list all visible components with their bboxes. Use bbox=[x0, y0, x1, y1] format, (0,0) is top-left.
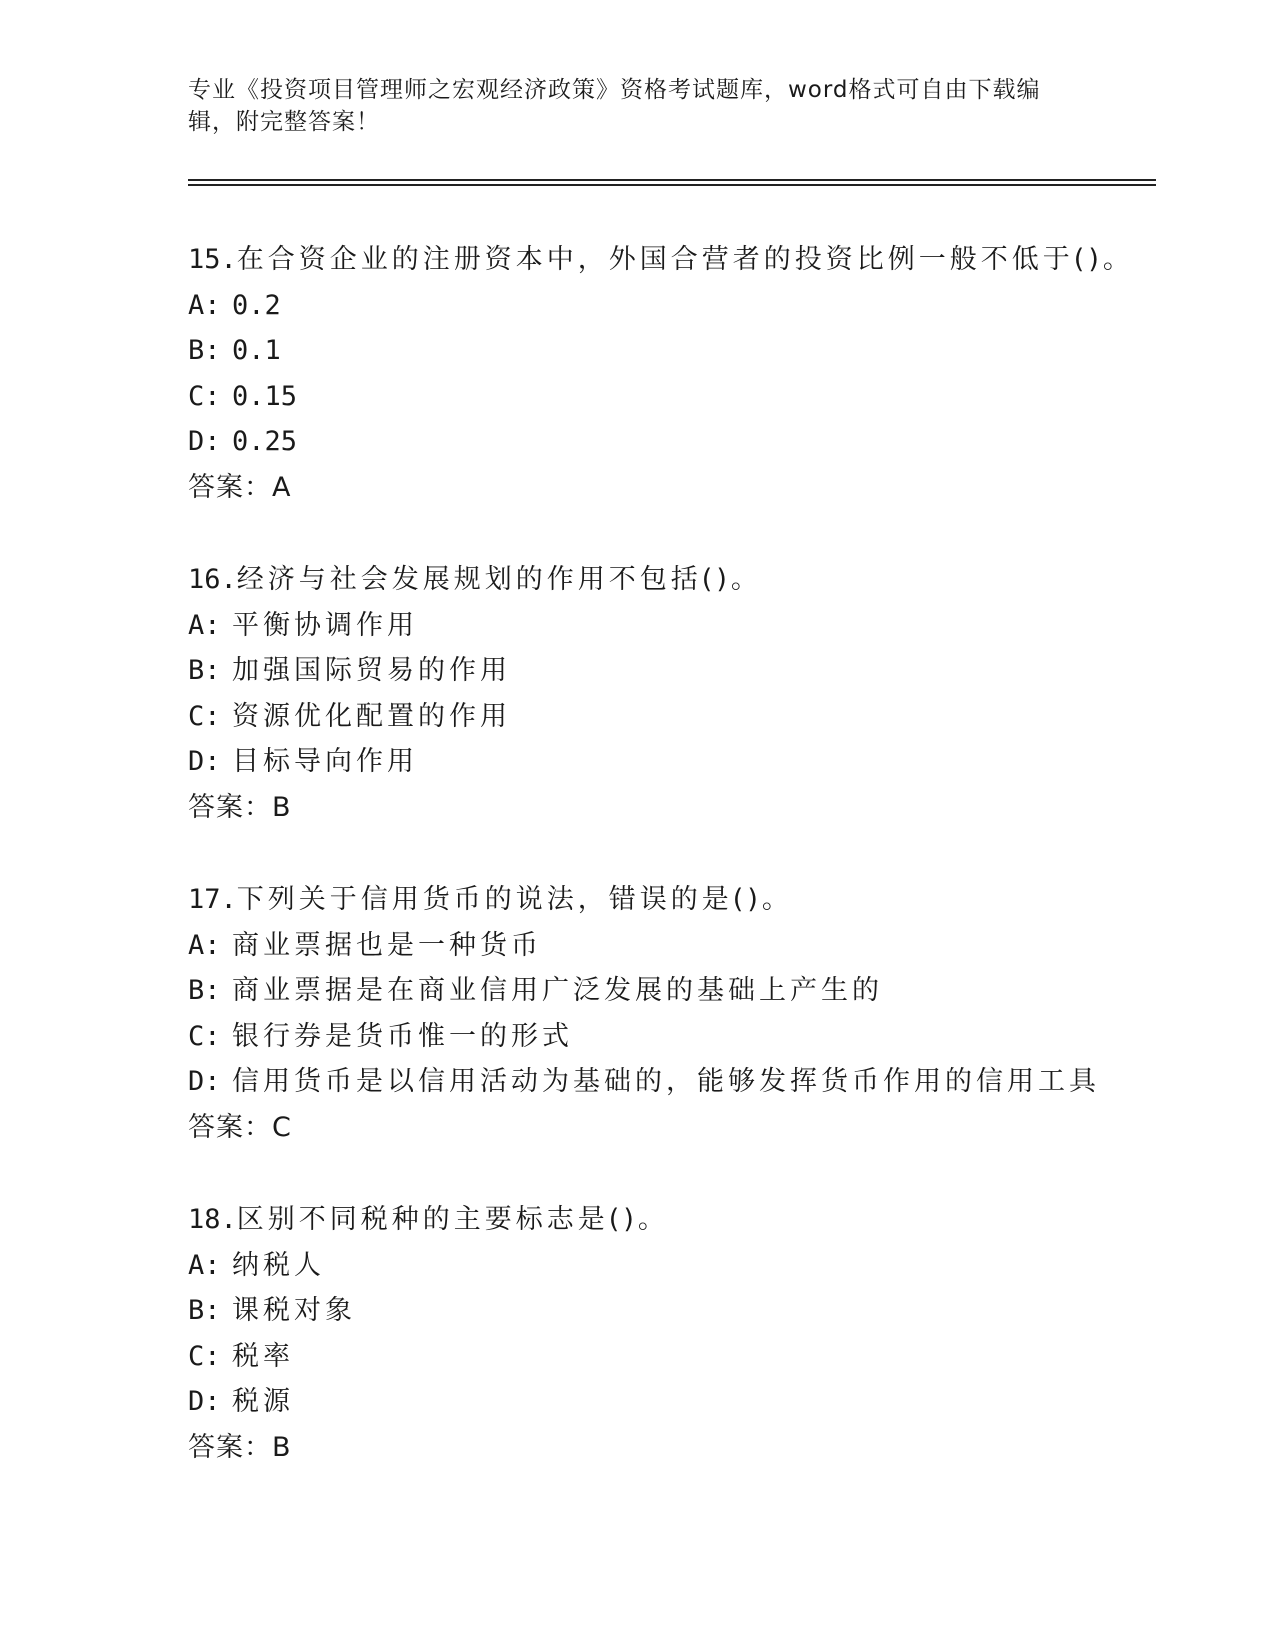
option-text: 商业票据是在商业信用广泛发展的基础上产生的 bbox=[232, 975, 883, 1006]
question-text: 在合资企业的注册资本中，外国合营者的投资比例一般不低于()。 bbox=[236, 244, 1134, 275]
option-text: 银行券是货币惟一的形式 bbox=[232, 1020, 573, 1052]
option-label: B: bbox=[188, 335, 221, 366]
question-16 bbox=[188, 557, 1188, 877]
option-label: C: bbox=[188, 380, 221, 412]
option-c bbox=[188, 694, 1188, 740]
option-c bbox=[188, 1014, 1188, 1060]
option-text: 商业票据也是一种货币 bbox=[232, 929, 542, 961]
option-label: A: bbox=[188, 929, 221, 961]
option-b bbox=[188, 328, 1188, 374]
option-b bbox=[188, 1288, 1188, 1334]
option-label: D: bbox=[188, 746, 221, 777]
answer: 答案：B bbox=[188, 791, 292, 823]
answer: 答案：B bbox=[188, 1431, 292, 1463]
question-text: 区别不同税种的主要标志是()。 bbox=[236, 1204, 669, 1235]
question-number: 15. bbox=[188, 244, 237, 275]
option-label: A: bbox=[188, 1249, 221, 1281]
option-b bbox=[188, 968, 1188, 1014]
option-label: B: bbox=[188, 975, 221, 1006]
question-number: 16. bbox=[188, 564, 237, 595]
option-a bbox=[188, 283, 1188, 329]
question-15 bbox=[188, 237, 1188, 557]
option-text: 0.1 bbox=[232, 335, 281, 366]
question-text: 下列关于信用货币的说法，错误的是()。 bbox=[236, 884, 793, 915]
option-label: A: bbox=[188, 609, 221, 641]
question-stem bbox=[188, 877, 1188, 923]
option-d bbox=[188, 739, 1188, 785]
option-text: 信用货币是以信用活动为基础的，能够发挥货币作用的信用工具 bbox=[232, 1066, 1100, 1097]
option-label: B: bbox=[188, 655, 221, 686]
question-number: 18. bbox=[188, 1204, 237, 1235]
option-d bbox=[188, 1059, 1188, 1105]
question-stem bbox=[188, 237, 1188, 283]
option-a bbox=[188, 1243, 1188, 1289]
header-divider-top bbox=[188, 179, 1156, 181]
answer: 答案：C bbox=[188, 1111, 292, 1143]
answer: 答案：A bbox=[188, 471, 292, 503]
option-text: 税率 bbox=[232, 1340, 294, 1372]
question-18 bbox=[188, 1197, 1188, 1517]
option-c bbox=[188, 374, 1188, 420]
option-text: 0.2 bbox=[232, 289, 281, 321]
option-text: 资源优化配置的作用 bbox=[232, 700, 511, 732]
header-divider-bottom bbox=[188, 184, 1156, 186]
option-text: 课税对象 bbox=[232, 1295, 356, 1326]
question-list bbox=[188, 237, 1188, 1517]
option-text: 目标导向作用 bbox=[232, 746, 418, 777]
question-stem bbox=[188, 1197, 1188, 1243]
option-b bbox=[188, 648, 1188, 694]
option-text: 加强国际贸易的作用 bbox=[232, 655, 511, 686]
question-text: 经济与社会发展规划的作用不包括()。 bbox=[236, 564, 762, 595]
option-label: C: bbox=[188, 700, 221, 732]
option-label: A: bbox=[188, 289, 221, 321]
option-text: 0.25 bbox=[232, 426, 298, 457]
option-label: D: bbox=[188, 1386, 221, 1417]
option-d bbox=[188, 419, 1188, 465]
option-text: 0.15 bbox=[232, 380, 298, 412]
option-text: 税源 bbox=[232, 1386, 294, 1417]
option-text: 平衡协调作用 bbox=[232, 609, 418, 641]
option-label: D: bbox=[188, 426, 221, 457]
option-label: C: bbox=[188, 1340, 221, 1372]
option-label: B: bbox=[188, 1295, 221, 1326]
question-stem bbox=[188, 557, 1188, 603]
option-c bbox=[188, 1334, 1188, 1380]
option-text: 纳税人 bbox=[232, 1249, 325, 1281]
option-d bbox=[188, 1379, 1188, 1425]
document-header: 专业《投资项目管理师之宏观经济政策》资格考试题库，word格式可自由下载编辑，附完整答案！ bbox=[188, 77, 1041, 135]
option-label: C: bbox=[188, 1020, 221, 1052]
option-label: D: bbox=[188, 1066, 221, 1097]
option-a bbox=[188, 923, 1188, 969]
option-a bbox=[188, 603, 1188, 649]
question-number: 17. bbox=[188, 884, 237, 915]
question-17 bbox=[188, 877, 1188, 1197]
